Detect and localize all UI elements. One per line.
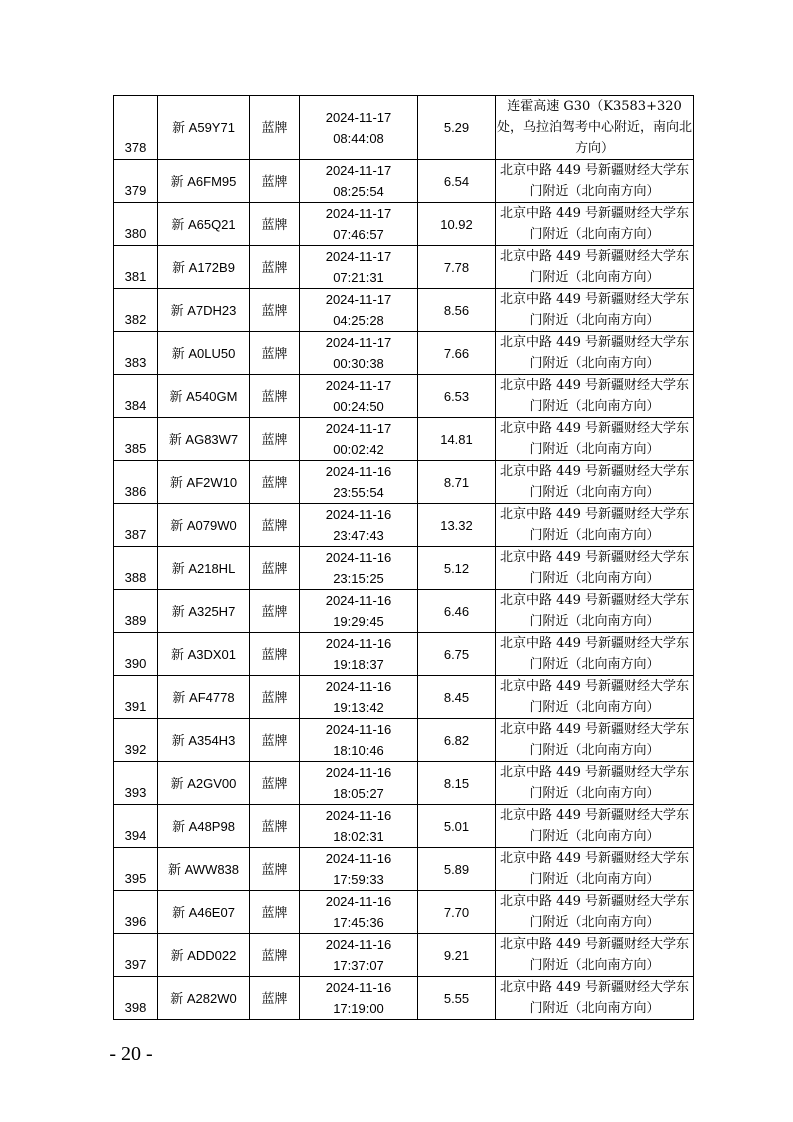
cell-sequence-number: 394 (114, 805, 158, 848)
cell-plate-number: 新 A218HL (158, 547, 250, 590)
cell-plate-color: 蓝牌 (250, 891, 300, 934)
cell-location: 北京中路 449 号新疆财经大学东门附近（北向南方向） (496, 332, 694, 375)
cell-datetime (300, 461, 418, 504)
table-row (114, 96, 694, 160)
page-number: - 20 - (109, 1043, 153, 1065)
record-date: 2024-11-16 (325, 851, 392, 866)
cell-plate-color: 蓝牌 (250, 977, 300, 1020)
cell-plate-number: 新 A59Y71 (158, 96, 250, 160)
cell-location: 北京中路 449 号新疆财经大学东门附近（北向南方向） (496, 418, 694, 461)
table-row (114, 977, 694, 1020)
record-time: 04:25:28 (333, 313, 384, 328)
cell-datetime (300, 590, 418, 633)
cell-datetime (300, 504, 418, 547)
table-row (114, 590, 694, 633)
cell-location: 连霍高速 G30（K3583+320 处，乌拉泊驾考中心附近，南向北方向） (496, 96, 694, 160)
record-time: 23:15:25 (333, 571, 384, 586)
table-row (114, 676, 694, 719)
cell-plate-number: 新 A46E07 (158, 891, 250, 934)
records-table-body (114, 96, 694, 1020)
cell-speed-value: 9.21 (418, 934, 496, 977)
record-time: 07:46:57 (333, 227, 384, 242)
cell-speed-value: 5.12 (418, 547, 496, 590)
cell-plate-color: 蓝牌 (250, 676, 300, 719)
cell-speed-value: 8.45 (418, 676, 496, 719)
cell-plate-color: 蓝牌 (250, 418, 300, 461)
cell-datetime (300, 246, 418, 289)
cell-plate-color: 蓝牌 (250, 805, 300, 848)
cell-datetime (300, 977, 418, 1020)
table-row (114, 547, 694, 590)
cell-datetime (300, 96, 418, 160)
cell-plate-number: 新 A172B9 (158, 246, 250, 289)
cell-plate-number: 新 A540GM (158, 375, 250, 418)
cell-datetime (300, 332, 418, 375)
cell-plate-number: 新 A282W0 (158, 977, 250, 1020)
table-row (114, 891, 694, 934)
cell-location: 北京中路 449 号新疆财经大学东门附近（北向南方向） (496, 590, 694, 633)
cell-plate-number: 新 AF4778 (158, 676, 250, 719)
table-row (114, 289, 694, 332)
cell-sequence-number: 388 (114, 547, 158, 590)
table-row (114, 418, 694, 461)
cell-speed-value: 13.32 (418, 504, 496, 547)
cell-speed-value: 6.53 (418, 375, 496, 418)
record-time: 23:55:54 (333, 485, 384, 500)
cell-sequence-number: 392 (114, 719, 158, 762)
record-date: 2024-11-16 (325, 808, 392, 823)
cell-datetime (300, 547, 418, 590)
cell-plate-color: 蓝牌 (250, 590, 300, 633)
record-time: 07:21:31 (333, 270, 384, 285)
record-date: 2024-11-17 (325, 292, 392, 307)
record-date: 2024-11-16 (325, 894, 392, 909)
cell-location: 北京中路 449 号新疆财经大学东门附近（北向南方向） (496, 547, 694, 590)
record-time: 17:59:33 (333, 872, 384, 887)
cell-sequence-number: 398 (114, 977, 158, 1020)
record-time: 19:29:45 (333, 614, 384, 629)
cell-speed-value: 8.15 (418, 762, 496, 805)
record-time: 08:44:08 (333, 130, 384, 146)
table-row (114, 848, 694, 891)
cell-datetime (300, 676, 418, 719)
cell-plate-color: 蓝牌 (250, 375, 300, 418)
cell-plate-color: 蓝牌 (250, 246, 300, 289)
cell-location: 北京中路 449 号新疆财经大学东门附近（北向南方向） (496, 160, 694, 203)
cell-sequence-number: 391 (114, 676, 158, 719)
record-date: 2024-11-16 (325, 722, 392, 737)
cell-plate-color: 蓝牌 (250, 762, 300, 805)
cell-plate-color: 蓝牌 (250, 719, 300, 762)
cell-speed-value: 8.56 (418, 289, 496, 332)
cell-plate-number: 新 ADD022 (158, 934, 250, 977)
record-date: 2024-11-17 (325, 249, 392, 264)
table-row (114, 934, 694, 977)
table-row (114, 332, 694, 375)
cell-sequence-number: 397 (114, 934, 158, 977)
cell-speed-value: 5.89 (418, 848, 496, 891)
record-date: 2024-11-17 (325, 109, 392, 125)
cell-sequence-number: 379 (114, 160, 158, 203)
cell-location: 北京中路 449 号新疆财经大学东门附近（北向南方向） (496, 375, 694, 418)
cell-sequence-number: 386 (114, 461, 158, 504)
table-row (114, 805, 694, 848)
table-row (114, 160, 694, 203)
cell-sequence-number: 389 (114, 590, 158, 633)
cell-datetime (300, 719, 418, 762)
cell-speed-value: 14.81 (418, 418, 496, 461)
cell-plate-number: 新 AWW838 (158, 848, 250, 891)
cell-location: 北京中路 449 号新疆财经大学东门附近（北向南方向） (496, 934, 694, 977)
cell-speed-value: 7.78 (418, 246, 496, 289)
record-date: 2024-11-16 (325, 550, 392, 565)
record-date: 2024-11-17 (325, 421, 392, 436)
table-row (114, 504, 694, 547)
record-time: 00:02:42 (333, 442, 384, 457)
cell-plate-number: 新 A3DX01 (158, 633, 250, 676)
cell-speed-value: 6.75 (418, 633, 496, 676)
record-date: 2024-11-16 (325, 636, 392, 651)
cell-speed-value: 6.46 (418, 590, 496, 633)
cell-datetime (300, 891, 418, 934)
record-date: 2024-11-17 (325, 378, 392, 393)
cell-sequence-number: 381 (114, 246, 158, 289)
cell-plate-color: 蓝牌 (250, 96, 300, 160)
record-date: 2024-11-17 (325, 335, 392, 350)
cell-sequence-number: 383 (114, 332, 158, 375)
cell-plate-number: 新 A6FM95 (158, 160, 250, 203)
cell-location: 北京中路 449 号新疆财经大学东门附近（北向南方向） (496, 461, 694, 504)
cell-plate-color: 蓝牌 (250, 203, 300, 246)
record-date: 2024-11-16 (325, 507, 392, 522)
record-time: 17:45:36 (333, 915, 384, 930)
cell-datetime (300, 805, 418, 848)
record-date: 2024-11-16 (325, 937, 392, 952)
cell-location: 北京中路 449 号新疆财经大学东门附近（北向南方向） (496, 633, 694, 676)
cell-speed-value: 6.54 (418, 160, 496, 203)
cell-speed-value: 10.92 (418, 203, 496, 246)
cell-plate-number: 新 AG83W7 (158, 418, 250, 461)
cell-location: 北京中路 449 号新疆财经大学东门附近（北向南方向） (496, 977, 694, 1020)
cell-datetime (300, 934, 418, 977)
record-date: 2024-11-16 (325, 464, 392, 479)
cell-plate-color: 蓝牌 (250, 934, 300, 977)
record-time: 18:05:27 (333, 786, 384, 801)
cell-datetime (300, 418, 418, 461)
cell-plate-number: 新 A7DH23 (158, 289, 250, 332)
cell-speed-value: 5.55 (418, 977, 496, 1020)
cell-sequence-number: 385 (114, 418, 158, 461)
cell-datetime (300, 633, 418, 676)
cell-plate-number: 新 A079W0 (158, 504, 250, 547)
table-row (114, 461, 694, 504)
record-time: 00:24:50 (333, 399, 384, 414)
cell-plate-color: 蓝牌 (250, 289, 300, 332)
cell-location: 北京中路 449 号新疆财经大学东门附近（北向南方向） (496, 289, 694, 332)
cell-sequence-number: 390 (114, 633, 158, 676)
cell-speed-value: 8.71 (418, 461, 496, 504)
cell-plate-color: 蓝牌 (250, 848, 300, 891)
cell-sequence-number: 384 (114, 375, 158, 418)
cell-sequence-number: 380 (114, 203, 158, 246)
record-time: 19:18:37 (333, 657, 384, 672)
table-row (114, 375, 694, 418)
record-time: 18:02:31 (333, 829, 384, 844)
table-row (114, 762, 694, 805)
cell-location: 北京中路 449 号新疆财经大学东门附近（北向南方向） (496, 246, 694, 289)
record-time: 08:25:54 (333, 184, 384, 199)
cell-location: 北京中路 449 号新疆财经大学东门附近（北向南方向） (496, 719, 694, 762)
cell-plate-color: 蓝牌 (250, 332, 300, 375)
cell-location: 北京中路 449 号新疆财经大学东门附近（北向南方向） (496, 762, 694, 805)
cell-sequence-number: 378 (114, 96, 158, 160)
record-time: 17:37:07 (333, 958, 384, 973)
cell-datetime (300, 762, 418, 805)
cell-plate-number: 新 A48P98 (158, 805, 250, 848)
cell-plate-number: 新 A354H3 (158, 719, 250, 762)
table-row (114, 246, 694, 289)
record-time: 18:10:46 (333, 743, 384, 758)
cell-datetime (300, 160, 418, 203)
table-row (114, 719, 694, 762)
cell-plate-color: 蓝牌 (250, 504, 300, 547)
cell-plate-number: 新 A2GV00 (158, 762, 250, 805)
cell-plate-color: 蓝牌 (250, 547, 300, 590)
record-date: 2024-11-16 (325, 765, 392, 780)
record-date: 2024-11-16 (325, 980, 392, 995)
record-time: 00:30:38 (333, 356, 384, 371)
cell-sequence-number: 393 (114, 762, 158, 805)
cell-datetime (300, 375, 418, 418)
cell-plate-color: 蓝牌 (250, 461, 300, 504)
cell-speed-value: 5.29 (418, 96, 496, 160)
record-date: 2024-11-17 (325, 206, 392, 221)
cell-sequence-number: 387 (114, 504, 158, 547)
record-time: 17:19:00 (333, 1001, 384, 1016)
cell-plate-number: 新 A65Q21 (158, 203, 250, 246)
cell-location: 北京中路 449 号新疆财经大学东门附近（北向南方向） (496, 504, 694, 547)
cell-plate-number: 新 A0LU50 (158, 332, 250, 375)
cell-datetime (300, 289, 418, 332)
record-time: 23:47:43 (333, 528, 384, 543)
cell-plate-color: 蓝牌 (250, 633, 300, 676)
cell-datetime (300, 848, 418, 891)
record-date: 2024-11-16 (325, 593, 392, 608)
table-row (114, 203, 694, 246)
record-time: 19:13:42 (333, 700, 384, 715)
cell-location: 北京中路 449 号新疆财经大学东门附近（北向南方向） (496, 805, 694, 848)
cell-speed-value: 7.66 (418, 332, 496, 375)
cell-location: 北京中路 449 号新疆财经大学东门附近（北向南方向） (496, 891, 694, 934)
cell-location: 北京中路 449 号新疆财经大学东门附近（北向南方向） (496, 676, 694, 719)
cell-plate-number: 新 A325H7 (158, 590, 250, 633)
cell-location: 北京中路 449 号新疆财经大学东门附近（北向南方向） (496, 203, 694, 246)
records-table (113, 95, 694, 1020)
cell-speed-value: 5.01 (418, 805, 496, 848)
record-date: 2024-11-16 (325, 679, 392, 694)
cell-speed-value: 7.70 (418, 891, 496, 934)
cell-sequence-number: 382 (114, 289, 158, 332)
cell-plate-number: 新 AF2W10 (158, 461, 250, 504)
cell-speed-value: 6.82 (418, 719, 496, 762)
cell-sequence-number: 395 (114, 848, 158, 891)
cell-location: 北京中路 449 号新疆财经大学东门附近（北向南方向） (496, 848, 694, 891)
cell-datetime (300, 203, 418, 246)
record-date: 2024-11-17 (325, 163, 392, 178)
table-row (114, 633, 694, 676)
cell-plate-color: 蓝牌 (250, 160, 300, 203)
cell-sequence-number: 396 (114, 891, 158, 934)
